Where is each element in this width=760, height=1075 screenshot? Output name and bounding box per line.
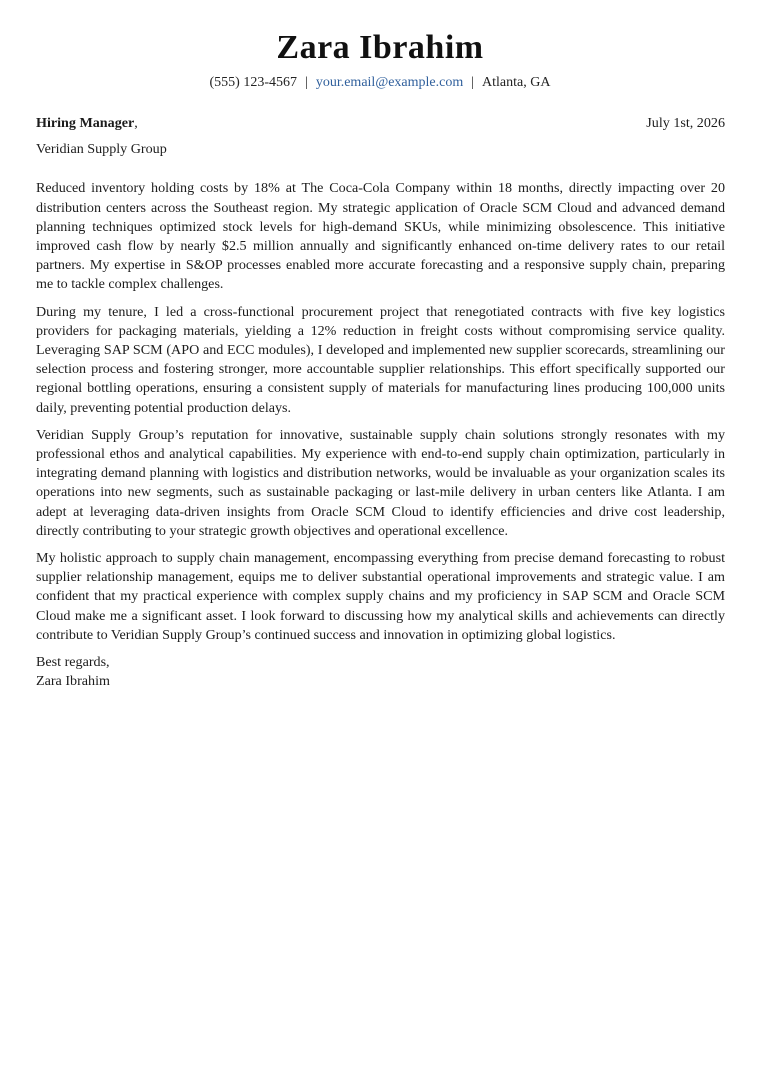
separator: | xyxy=(305,75,308,90)
closing: Best regards, xyxy=(36,654,110,671)
recipient-date-row xyxy=(36,114,725,133)
recipient-comma: , xyxy=(134,115,138,131)
letter-date: July 1st, 2026 xyxy=(646,115,725,131)
location: Atlanta, GA xyxy=(482,75,551,90)
body-paragraph: During my tenure, I led a cross-functional procurement project that renegotiated contracts with five key logistics providers for packaging materials, yielding a 12% reduction in freight costs without compromising service quality. Leveraging SAP SCM (APO and ECC modules), I developed and implemented new supplier scorecards, streamlining our selection process and fostering stronger, more accountable supplier relationships. This effort specifically supported our regional bottling operations, ensuring a consistent supply of materials for manufacturing lines producing 100,000 units daily, preventing potential production delays. xyxy=(36,303,725,416)
body-paragraph: Veridian Supply Group’s reputation for innovative, sustainable supply chain solutions strongly resonates with my professional ethos and analytical capabilities. My experience with end-to-end supply chain optimization, particularly in integrating demand planning with logistics and distribution networks, would be invaluable as your organization scales its operations into new segments, such as sustainable packaging or last-mile delivery in urban centers like Atlanta. I am adept at leveraging data-driven insights from Oracle SCM Cloud to identify efficiencies and drive cost leadership, directly contributing to your strategic growth objectives and operational excellence. xyxy=(36,426,725,539)
letter-body xyxy=(36,179,725,645)
contact-line xyxy=(0,74,760,92)
letter-header xyxy=(0,28,760,92)
body-paragraph: My holistic approach to supply chain management, encompassing everything from precise demand forecasting to robust supplier relationship management, equips me to deliver substantial operational improvements and strategic value. I am confident that my practical experience with complex supply chains and my proficiency in SAP SCM and Oracle SCM Cloud make me a significant asset. I look forward to discussing how my analytical skills and achievements can directly contribute to Veridian Supply Group’s continued success and innovation in optimizing global logistics. xyxy=(36,550,725,643)
recipient-title: Hiring Manager xyxy=(36,115,135,131)
letter-content xyxy=(36,114,725,691)
email-link[interactable]: your.email@example.com xyxy=(315,75,464,90)
recipient xyxy=(36,114,138,133)
body-paragraph: Reduced inventory holding costs by 18% at The Coca-Cola Company within 18 months, directly impacting over 20 distribution centers across the Southeast region. My strategic application of Oracle SCM Cloud and advanced demand planning techniques optimized stock levels for high-demand SKUs, while minimizing obsolescence. This initiative improved cash flow by nearly $2.5 million annually and significantly enhanced on-time delivery rates to our retail partners. My expertise in S&OP processes enabled more accurate forecasting and a responsive supply chain, preparing me to tackle complex challenges. xyxy=(36,180,725,293)
signature: Zara Ibrahim xyxy=(36,673,110,690)
recipient-company: Veridian Supply Group xyxy=(36,141,167,158)
separator: | xyxy=(471,75,475,90)
phone-number: (555) 123-4567 xyxy=(209,75,298,90)
applicant-name: Zara Ibrahim xyxy=(276,29,484,66)
